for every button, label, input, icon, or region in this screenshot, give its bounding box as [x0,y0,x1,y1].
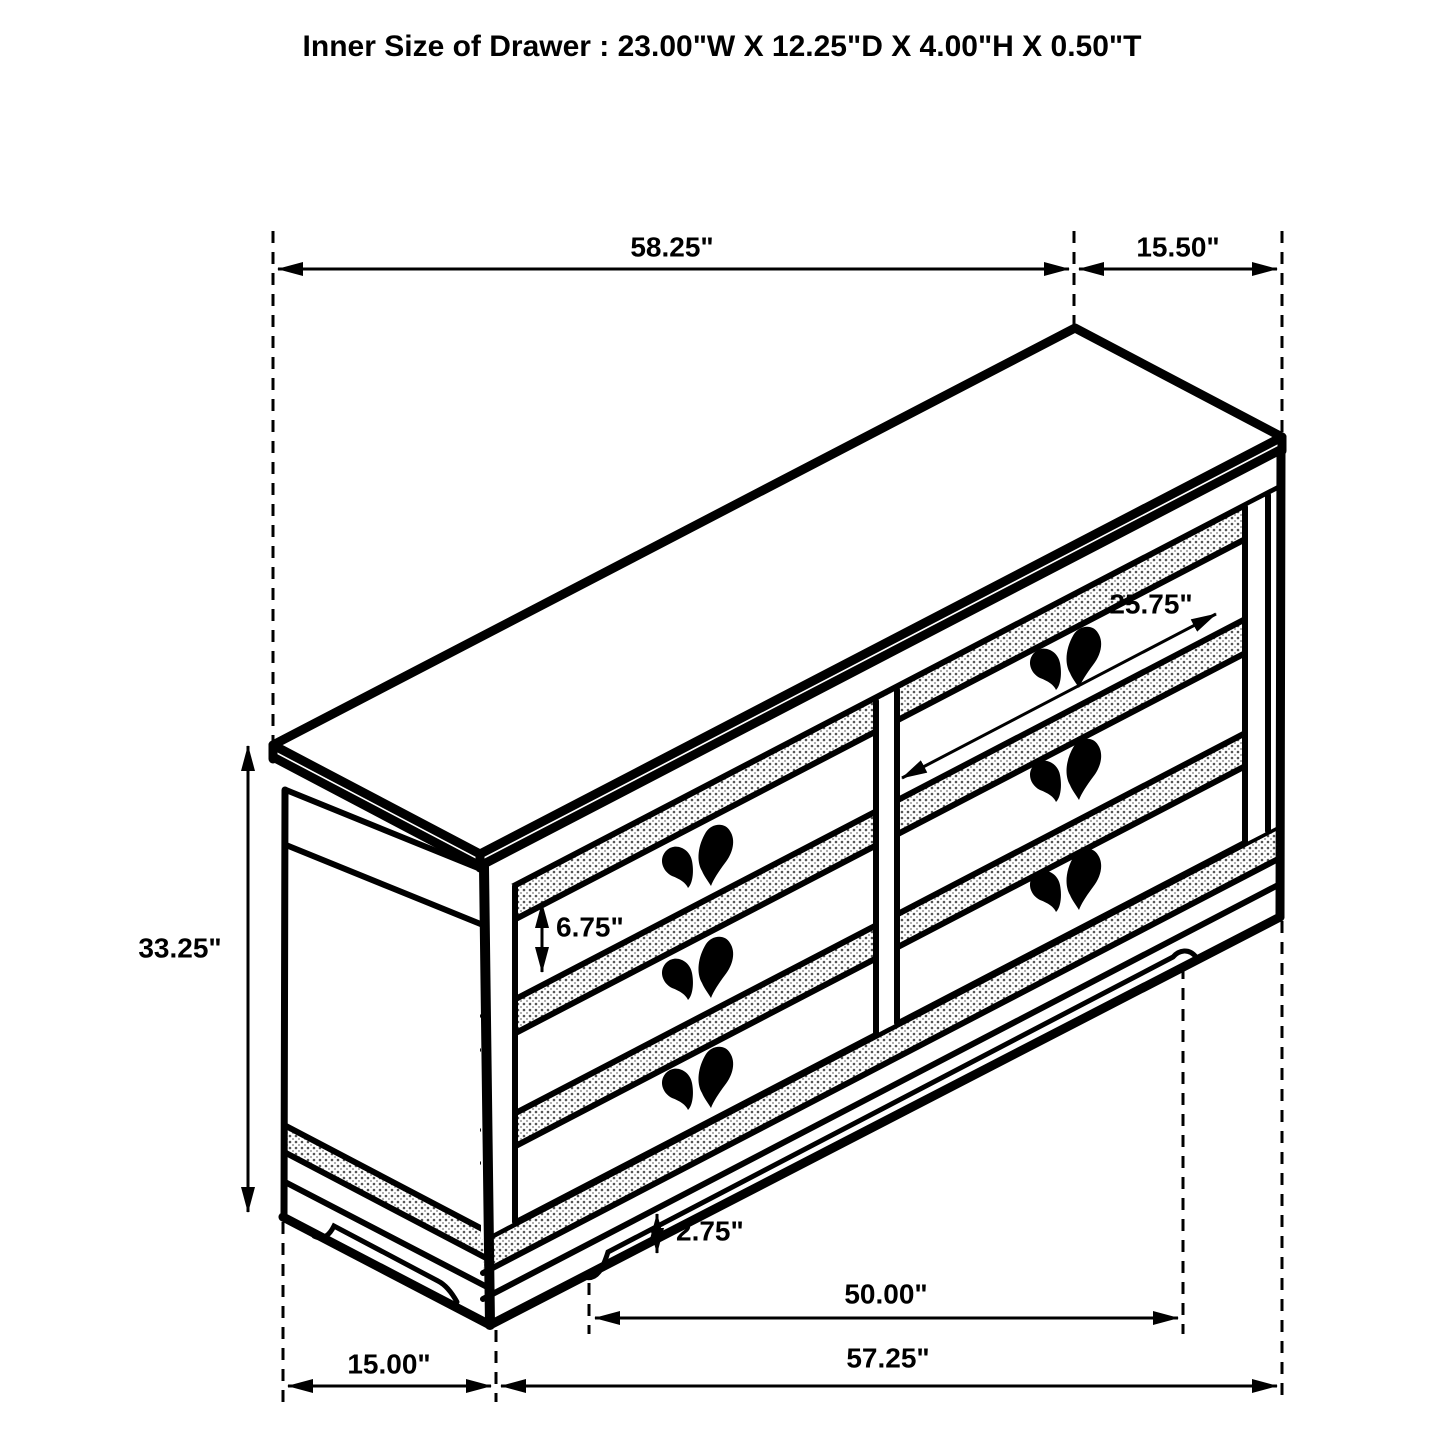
dim-bottom-width [501,1343,1277,1387]
dim-drawer-diagonal-label: 25.75" [1109,588,1193,620]
dim-drawer-height-label: 6.75" [556,911,624,943]
front-left-corner-edge [484,867,490,1325]
front-right-corner-edge [1280,450,1281,917]
dim-inner-width-label: 50.00" [844,1278,928,1310]
dim-top-depth-label: 15.50" [1136,231,1220,263]
diagram-title: Inner Size of Drawer : 23.00"W X 12.25"D X 4.00"H X 0.50"T [302,30,1142,63]
dim-top-width-label: 58.25" [630,231,714,263]
dim-height-label: 33.25" [138,932,222,964]
dim-top-width [278,232,1069,270]
dresser-drawing [273,328,1282,1325]
right-stile [1243,489,1280,844]
dim-base-height-label: 2.75" [676,1215,744,1247]
dim-bottom-depth-label: 15.00" [347,1348,431,1380]
dim-bottom-depth [288,1349,491,1387]
dim-top-depth [1079,232,1277,270]
dim-bottom-width-label: 57.25" [846,1342,930,1374]
dim-inner-width [595,1279,1178,1319]
dim-height [138,746,248,1212]
